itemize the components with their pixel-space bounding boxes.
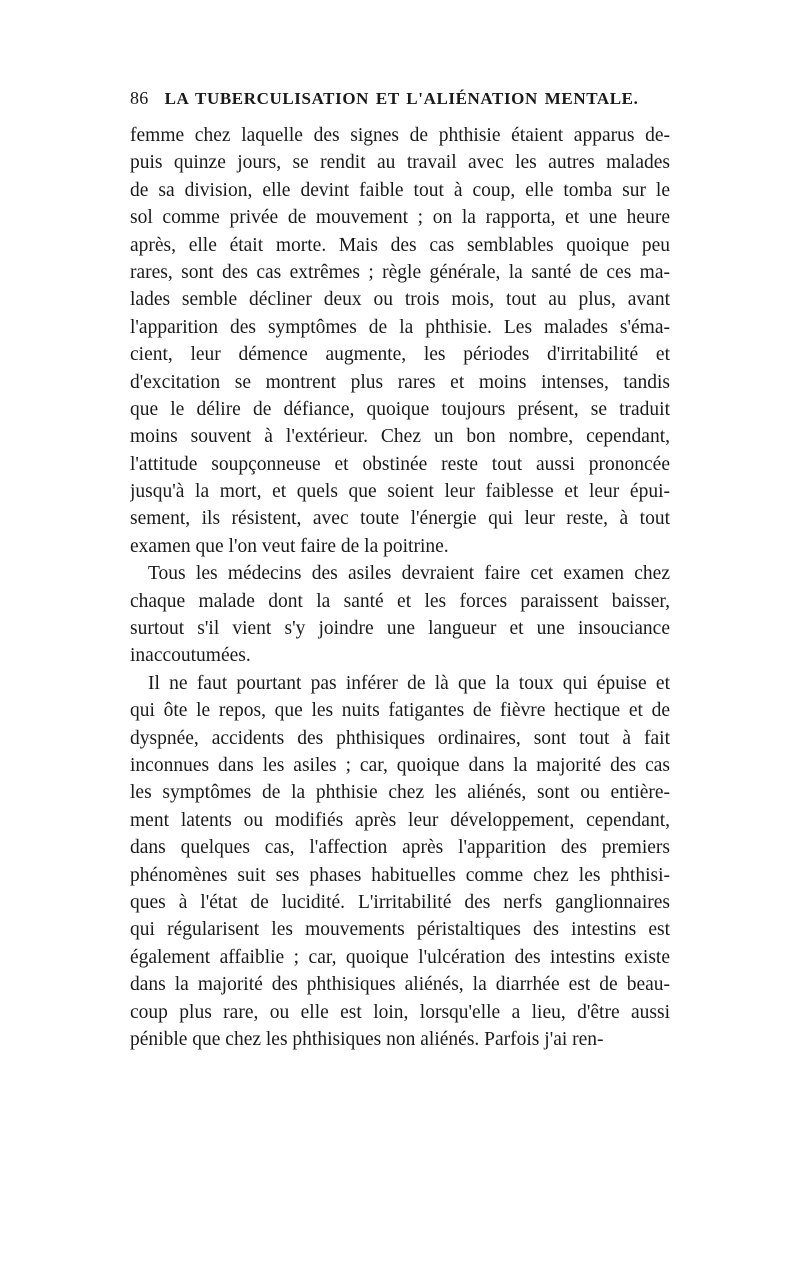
text-line: sol comme privée de mouvement ; on la rapporta, et une heure: [130, 207, 670, 229]
text-line: les symptômes de la phthisie chez les aliénés, sont ou entière-: [130, 782, 670, 804]
paragraph: [130, 670, 670, 1053]
page-number: 86: [130, 88, 149, 108]
text-line: dyspnée, accidents des phthisiques ordinaires, sont tout à fait: [130, 727, 670, 749]
text-line: inconnues dans les asiles ; car, quoique dans la majorité des cas: [130, 754, 670, 776]
text-line: l'attitude soupçonneuse et obstinée reste tout aussi prononcée: [130, 453, 670, 475]
text-line: qui régularisent les mouvements péristaltiques des intestins est: [130, 919, 670, 941]
text-line: pénible que chez les phthisiques non aliénés. Parfois j'ai ren-: [130, 1028, 604, 1050]
text-line: Tous les médecins des asiles devraient faire cet examen chez: [148, 563, 670, 585]
paragraph: [130, 560, 670, 670]
running-title: LA TUBERCULISATION ET L'ALIÉNATION MENTALE.: [164, 89, 639, 108]
text-line: lades semble décliner deux ou trois mois, tout au plus, avant: [130, 289, 670, 311]
text-line: l'apparition des symptômes de la phthisie. Les malades s'éma-: [130, 316, 670, 338]
text-line: rares, sont des cas extrêmes ; règle générale, la santé de ces ma-: [130, 261, 670, 283]
text-line: phénomènes suit ses phases habituelles comme chez les phthisi-: [130, 864, 670, 886]
text-line: ment latents ou modifiés après leur développement, cependant,: [130, 809, 670, 831]
text-line: Il ne faut pourtant pas inférer de là que la toux qui épuise et: [148, 672, 670, 694]
text-line: chaque malade dont la santé et les forces paraissent baisser,: [130, 590, 670, 612]
text-line: sement, ils résistent, avec toute l'énergie qui leur reste, à tout: [130, 508, 670, 530]
text-line: que le délire de défiance, quoique toujours présent, se traduit: [130, 398, 670, 420]
text-line: également affaiblie ; car, quoique l'ulcération des intestins existe: [130, 946, 670, 968]
text-line: femme chez laquelle des signes de phthisie étaient apparus de-: [130, 125, 670, 146]
text-line: moins souvent à l'extérieur. Chez un bon nombre, cependant,: [130, 426, 670, 448]
text-line: après, elle était morte. Mais des cas semblables quoique peu: [130, 234, 670, 256]
text-line: dans quelques cas, l'affection après l'apparition des premiers: [130, 837, 670, 859]
text-line: ques à l'état de lucidité. L'irritabilité des nerfs ganglionnaires: [130, 891, 670, 913]
text-line: surtout s'il vient s'y joindre une langueur et une insouciance: [130, 618, 670, 640]
body-text: [130, 122, 670, 1053]
text-line: de sa division, elle devint faible tout à coup, elle tomba sur le: [130, 179, 670, 201]
text-line: jusqu'à la mort, et quels que soient leur faiblesse et leur épui-: [130, 481, 670, 503]
text-line: cient, leur démence augmente, les périodes d'irritabilité et: [130, 344, 670, 366]
page-header: [130, 88, 670, 122]
text-line: coup plus rare, ou elle est loin, lorsqu'elle a lieu, d'être aussi: [130, 1001, 670, 1023]
text-line: puis quinze jours, se rendit au travail avec les autres malades: [130, 152, 670, 174]
paragraph: [130, 122, 670, 560]
text-line: d'excitation se montrent plus rares et moins intenses, tandis: [130, 371, 670, 393]
book-page: [130, 88, 670, 1053]
text-line: inaccoutumées.: [130, 645, 251, 667]
text-line: dans la majorité des phthisiques aliénés, la diarrhée est de beau-: [130, 974, 670, 996]
text-line: examen que l'on veut faire de la poitrine.: [130, 535, 449, 557]
text-line: qui ôte le repos, que les nuits fatigantes de fièvre hectique et de: [130, 700, 670, 722]
